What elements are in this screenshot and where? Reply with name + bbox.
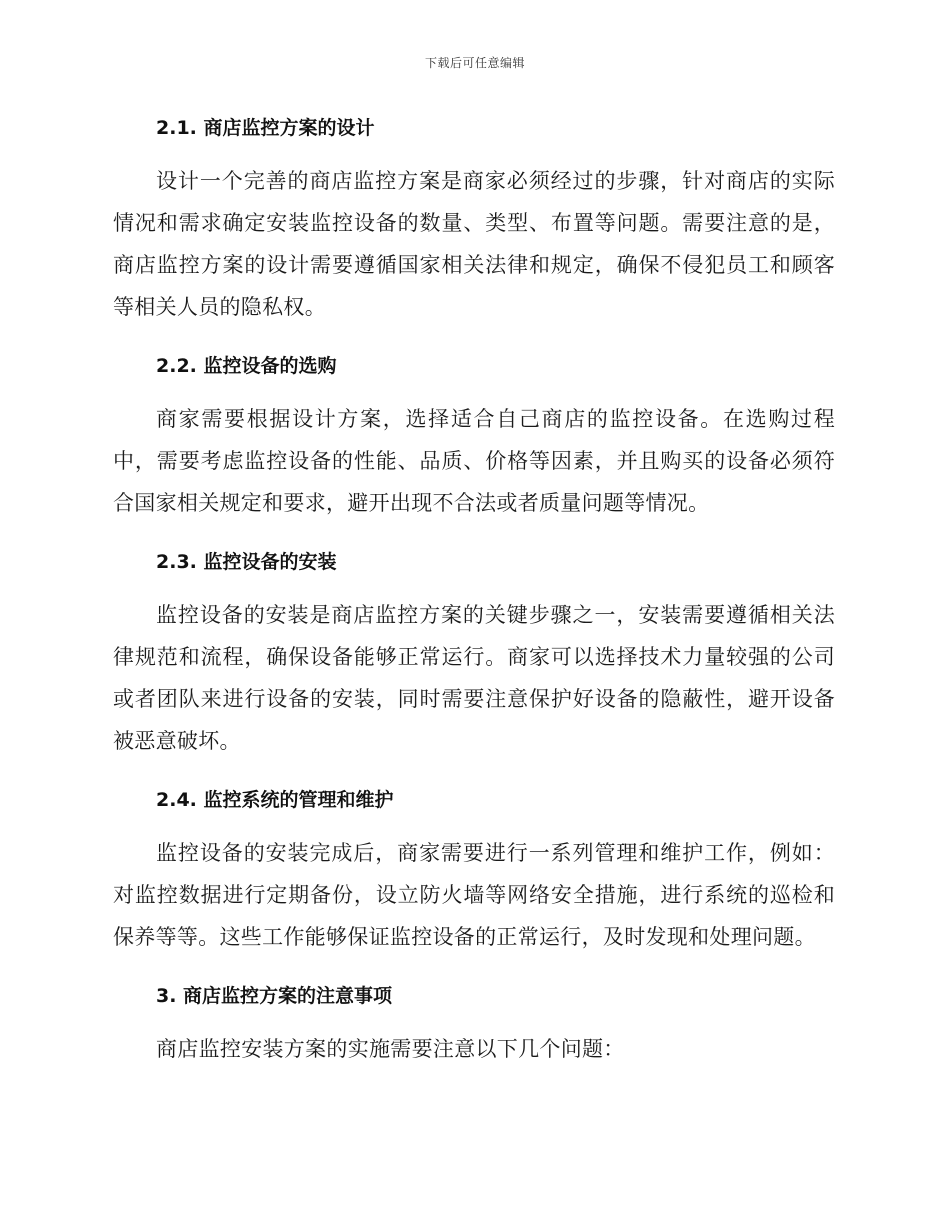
section-2-3 bbox=[113, 542, 835, 762]
section-heading: 2.3. 监控设备的安装 bbox=[156, 551, 337, 573]
section-paragraph: 监控设备的安装是商店监控方案的关键步骤之一，安装需要遵循相关法律规范和流程，确保设备能够正常运行。商家可以选择技术力量较强的公司或者团队来进行设备的安装，同时需要注意保护好设备的隐蔽性，避开设备被恶意破坏。 bbox=[113, 603, 835, 753]
section-3 bbox=[113, 976, 835, 1070]
section-paragraph: 监控设备的安装完成后，商家需要进行一系列管理和维护工作，例如：对监控数据进行定期备份，设立防火墙等网络安全措施，进行系统的巡检和保养等等。这些工作能够保证监控设备的正常运行，及时发现和处理问题。 bbox=[113, 841, 835, 949]
section-2-4 bbox=[113, 780, 835, 958]
section-2-1 bbox=[113, 108, 835, 328]
section-2-2 bbox=[113, 346, 835, 524]
page-header: 下载后可任意编辑 bbox=[424, 56, 525, 70]
section-heading: 3. 商店监控方案的注意事项 bbox=[156, 985, 393, 1007]
document-body bbox=[113, 108, 835, 1070]
section-heading: 2.4. 监控系统的管理和维护 bbox=[156, 789, 394, 811]
section-heading: 2.1. 商店监控方案的设计 bbox=[156, 117, 375, 139]
section-paragraph: 商店监控安装方案的实施需要注意以下几个问题： bbox=[156, 1037, 625, 1061]
section-paragraph: 商家需要根据设计方案，选择适合自己商店的监控设备。在选购过程中，需要考虑监控设备的性能、品质、价格等因素，并且购买的设备必须符合国家相关规定和要求，避开出现不合法或者质量问题等情况。 bbox=[113, 407, 835, 515]
section-heading: 2.2. 监控设备的选购 bbox=[156, 355, 337, 377]
section-paragraph: 设计一个完善的商店监控方案是商家必须经过的步骤，针对商店的实际情况和需求确定安装监控设备的数量、类型、布置等问题。需要注意的是，商店监控方案的设计需要遵循国家相关法律和规定，确保不侵犯员工和顾客等相关人员的隐私权。 bbox=[113, 169, 835, 319]
